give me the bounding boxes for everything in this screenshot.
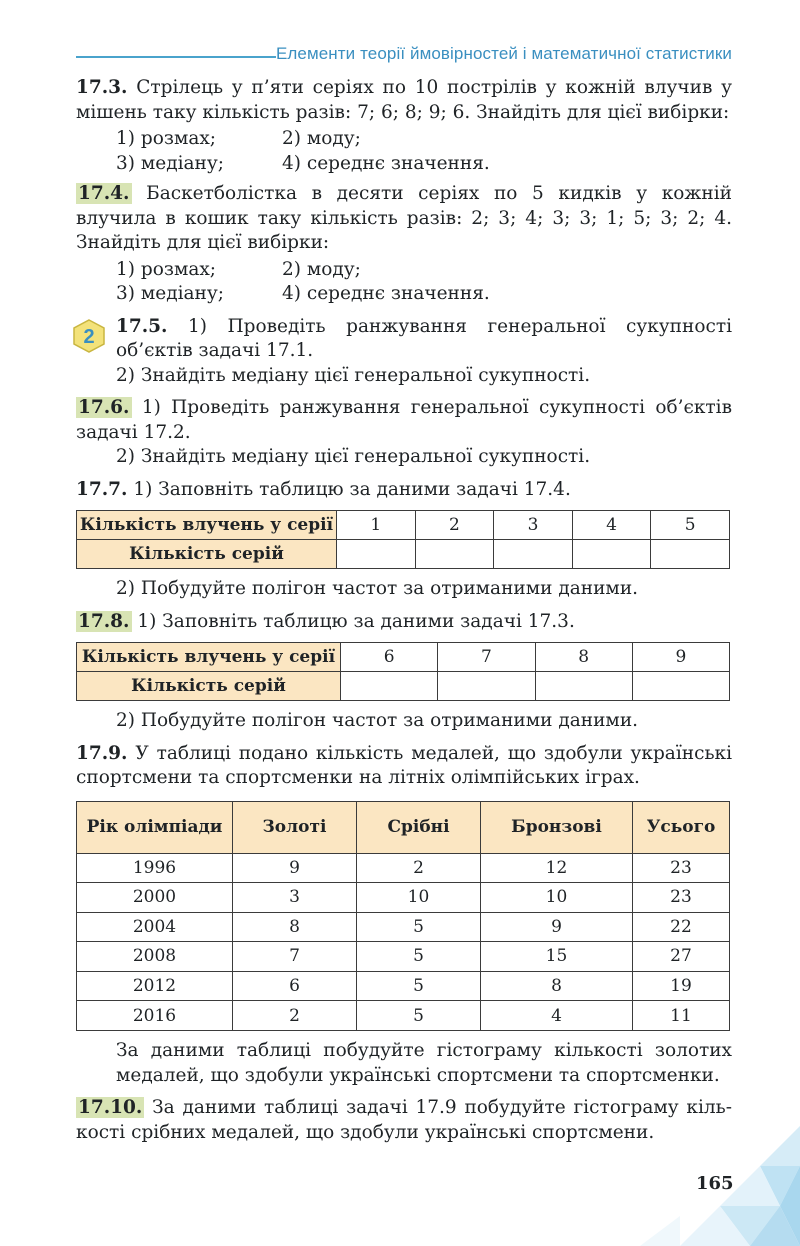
problem-text xyxy=(76,610,732,635)
table-cell: 15 xyxy=(481,942,633,972)
option: 2) моду; xyxy=(282,258,361,280)
problem-number: 17.10. xyxy=(78,1097,143,1119)
table-cell: 3 xyxy=(233,883,357,913)
header-title: Елементи теорії ймовірностей і математичної статистики xyxy=(275,44,732,63)
problem-17-4 xyxy=(76,182,732,307)
problem-statement: У таблиці подано кількість медалей, що здобули українські спортсмени та спортсменки на літніх олімпійських іграх. xyxy=(76,742,732,788)
problem-text xyxy=(76,742,732,791)
table-cell: 27 xyxy=(633,942,730,972)
table-cell: 4 xyxy=(481,1001,633,1031)
option: 3) медіану; xyxy=(116,152,224,174)
empty-cell xyxy=(337,540,416,569)
table-row xyxy=(77,853,730,883)
table-cell: 7 xyxy=(438,643,535,672)
problem-number: 17.3. xyxy=(76,77,128,98)
table-cell: 22 xyxy=(633,912,730,942)
frequency-table xyxy=(76,510,730,569)
problem-text xyxy=(76,182,732,256)
table-cell: 9 xyxy=(233,853,357,883)
problem-subtask: 2) Побудуйте полігон частот за отриманими даними. xyxy=(116,578,639,599)
column-header: Срібні xyxy=(357,801,481,853)
table-cell: 5 xyxy=(357,912,481,942)
frequency-table xyxy=(76,642,730,701)
table-row xyxy=(77,971,730,1001)
table-cell: 8 xyxy=(481,971,633,1001)
empty-cell xyxy=(651,540,730,569)
row-label: Кількість влучень у серії xyxy=(77,511,337,540)
table-cell: 5 xyxy=(357,942,481,972)
column-header: Бронзові xyxy=(481,801,633,853)
table-cell: 2000 xyxy=(77,883,233,913)
empty-cell xyxy=(632,672,729,701)
problem-statement: 1) Проведіть ранжування генеральної сукупності об’єктів задачі 17.1. xyxy=(116,315,732,361)
medals-table xyxy=(76,801,730,1032)
table-cell: 23 xyxy=(633,853,730,883)
table-cell: 5 xyxy=(357,971,481,1001)
problem-text xyxy=(76,76,732,125)
problem-subtask: 2) Знайдіть медіану цієї генеральної сукупності. xyxy=(116,446,591,467)
row-label: Кількість влучень у серії xyxy=(77,643,341,672)
problem-number: 17.9. xyxy=(76,742,128,764)
problem-statement: Стрілець у п’яти серіях по 10 пострілів у кожній влучив у мішень таку кількість разів: 7; 6; 8; 9; 6. Знайдіть для цієї вибірки: xyxy=(76,77,732,123)
table-cell: 2004 xyxy=(77,912,233,942)
header-rule xyxy=(76,56,276,58)
table-cell: 2016 xyxy=(77,1001,233,1031)
table-cell: 10 xyxy=(481,883,633,913)
options-list xyxy=(76,258,732,307)
problem-17-5 xyxy=(72,315,732,389)
problem-subtask: 2) Побудуйте полігон частот за отриманими даними. xyxy=(116,710,639,731)
empty-cell xyxy=(415,540,494,569)
problem-17-6 xyxy=(76,396,732,470)
table-cell: 2 xyxy=(233,1001,357,1031)
problem-text xyxy=(76,396,732,445)
problem-17-9 xyxy=(76,742,732,1089)
problem-17-7 xyxy=(76,478,732,602)
table-header-row xyxy=(77,801,730,853)
table-cell: 2 xyxy=(357,853,481,883)
column-header: Золоті xyxy=(233,801,357,853)
problem-statement: 1) Проведіть ранжування генеральної сукупності об’єктів задачі 17.2. xyxy=(76,397,732,443)
table-cell: 19 xyxy=(633,971,730,1001)
table-cell: 2008 xyxy=(77,942,233,972)
options-list xyxy=(76,127,732,176)
option: 3) медіану; xyxy=(116,283,224,304)
empty-cell xyxy=(535,672,632,701)
option: 1) розмах; xyxy=(116,128,217,149)
column-header: Рік олімпіади xyxy=(77,801,233,853)
table-cell: 1996 xyxy=(77,853,233,883)
problem-number: 17.6. xyxy=(78,397,130,418)
table-cell: 8 xyxy=(233,912,357,942)
problem-text xyxy=(116,315,732,364)
table-cell: 8 xyxy=(535,643,632,672)
problem-number: 17.4. xyxy=(78,183,130,204)
table-cell: 4 xyxy=(572,511,651,540)
page-content xyxy=(76,76,732,1145)
table-cell: 1 xyxy=(337,511,416,540)
badge-label: 2 xyxy=(83,325,95,348)
level-badge-icon xyxy=(72,319,106,353)
table-cell: 5 xyxy=(651,511,730,540)
empty-cell xyxy=(494,540,573,569)
problem-statement: 1) Заповніть таблицю за даними задачі 17.4. xyxy=(133,478,571,500)
empty-cell xyxy=(341,672,438,701)
table-row xyxy=(77,942,730,972)
problem-number: 17.5. xyxy=(116,315,168,337)
table-body xyxy=(77,853,730,1031)
option: 1) розмах; xyxy=(116,258,217,280)
table-row xyxy=(77,883,730,913)
problem-subtask: 2) Знайдіть медіану цієї генеральної сукупності. xyxy=(116,364,591,386)
table-row xyxy=(77,511,730,540)
problem-number: 17.7. xyxy=(76,478,128,500)
table-cell: 9 xyxy=(481,912,633,942)
problem-text xyxy=(76,478,732,503)
table-cell: 2012 xyxy=(77,971,233,1001)
problem-statement: Баскетболістка в десяти серіях по 5 кидків у кожній влучила в кошик таку кількість разів: 2; 3; 4; 3; 3; 1; 5; 3; 2; 4. Знайдіть для цієї вибірки: xyxy=(76,183,733,253)
problem-17-8 xyxy=(76,610,732,734)
option: 2) моду; xyxy=(282,128,361,149)
empty-cell xyxy=(572,540,651,569)
column-header: Усього xyxy=(633,801,730,853)
running-header xyxy=(76,40,732,70)
problem-number: 17.8. xyxy=(78,610,130,632)
row-label: Кількість серій xyxy=(77,540,337,569)
table-cell: 7 xyxy=(233,942,357,972)
table-cell: 5 xyxy=(357,1001,481,1031)
problem-statement: За даними таблиці задачі 17.9 побудуйте гістограму кількості срібних медалей, що здобули українські спортсмени. xyxy=(76,1097,732,1143)
table-cell: 3 xyxy=(494,511,573,540)
problem-17-3 xyxy=(76,76,732,176)
table-cell: 11 xyxy=(633,1001,730,1031)
table-cell: 9 xyxy=(632,643,729,672)
option: 4) середнє значення. xyxy=(282,152,490,174)
table-cell: 6 xyxy=(341,643,438,672)
table-cell: 6 xyxy=(233,971,357,1001)
table-cell: 10 xyxy=(357,883,481,913)
table-cell: 12 xyxy=(481,853,633,883)
row-label: Кількість серій xyxy=(77,672,341,701)
table-row xyxy=(77,912,730,942)
page-number: 165 xyxy=(696,1173,734,1194)
table-cell: 23 xyxy=(633,883,730,913)
problem-statement: 1) Заповніть таблицю за даними задачі 17.3. xyxy=(137,610,575,632)
table-row xyxy=(77,1001,730,1031)
problem-subtask: За даними таблиці побудуйте гістограму кількості золотих медалей, що здобули українські спортсмени та спортсменки. xyxy=(116,1040,732,1086)
table-row xyxy=(77,643,730,672)
corner-triangles-decoration xyxy=(580,1106,800,1246)
empty-cell xyxy=(438,672,535,701)
table-row xyxy=(77,540,730,569)
table-cell: 2 xyxy=(415,511,494,540)
option: 4) середнє значення. xyxy=(282,283,490,304)
table-row xyxy=(77,672,730,701)
